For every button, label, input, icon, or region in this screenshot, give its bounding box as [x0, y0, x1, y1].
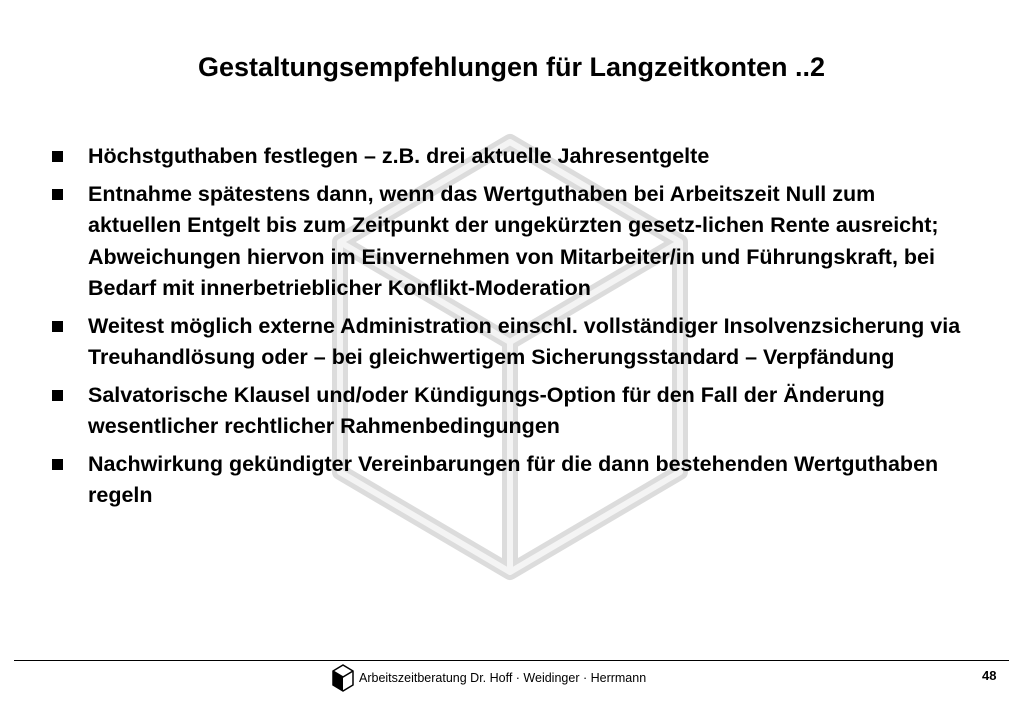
bullet-text: Weitest möglich externe Administration einschl. vollständiger Insolvenzsicherung via Treuhandlösung oder – bei gleichwertigem Sicherungsstandard – Verpfändung [88, 313, 961, 369]
square-bullet-icon [52, 321, 63, 332]
page-number: 48 [982, 668, 997, 683]
square-bullet-icon [52, 390, 63, 401]
bullet-item [52, 141, 972, 173]
bullet-text: Entnahme spätestens dann, wenn das Wertguthaben bei Arbeitszeit Null zum aktuellen Entgelt bis zum Zeitpunkt der ungekürzten gesetz-lichen Rente ausreicht; Abweichungen hiervon im Einvernehmen von Mitarbeiter/in und Führungskraft, bei Bedarf mit innerbetrieblicher Konflikt-Moderation [88, 181, 939, 300]
footer-company-text: Arbeitszeitberatung Dr. Hoff · Weidinger · Herrmann [359, 671, 647, 685]
bullet-list [52, 141, 972, 518]
footer [332, 664, 646, 692]
footer-divider [14, 660, 1009, 661]
bullet-item [52, 179, 972, 305]
square-bullet-icon [52, 151, 63, 162]
bullet-item [52, 311, 972, 374]
square-bullet-icon [52, 459, 63, 470]
bullet-text: Nachwirkung gekündigter Vereinbarungen für die dann bestehenden Wertguthaben regeln [88, 451, 939, 507]
cube-logo-icon [332, 664, 354, 692]
bullet-item [52, 380, 972, 443]
slide-title: Gestaltungsempfehlungen für Langzeitkonten ..2 [197, 52, 826, 82]
bullet-text: Salvatorische Klausel und/oder Kündigungs-Option für den Fall der Änderung wesentlicher rechtlicher Rahmenbedingungen [88, 382, 885, 438]
bullet-text: Höchstguthaben festlegen – z.B. drei aktuelle Jahresentgelte [88, 144, 710, 168]
square-bullet-icon [52, 189, 63, 200]
bullet-item [52, 449, 972, 512]
